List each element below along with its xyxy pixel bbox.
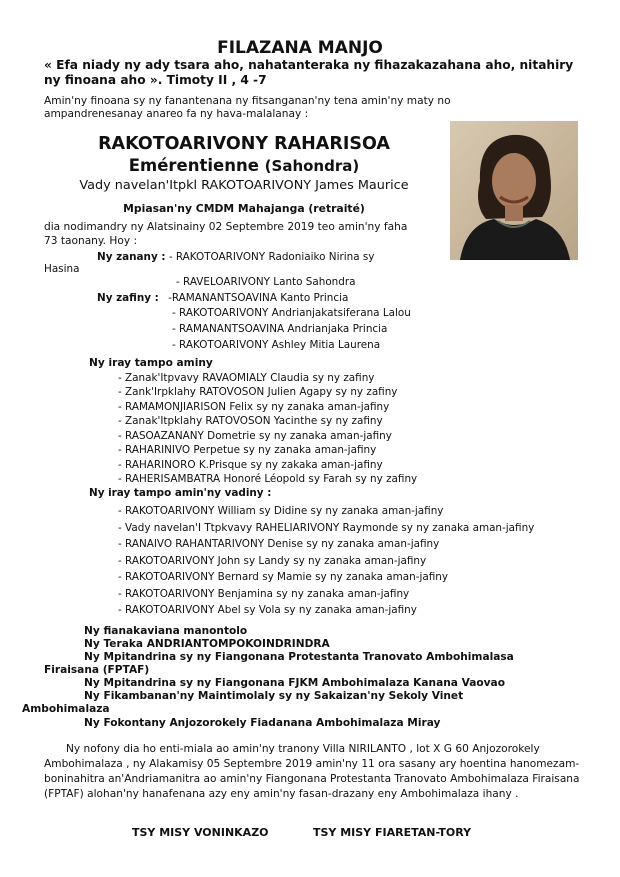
org-line: Ny Teraka ANDRIANTOMPOKOINDRINDRA <box>84 638 330 650</box>
portrait-photo <box>450 121 578 260</box>
org-line: Ambohimalaza <box>22 703 110 715</box>
org-line: Ny Fikambanan'ny Maintimolaly sy ny Sakaizan'ny Sekoly Vinet <box>84 690 464 702</box>
spouse-line: Vady navelan'Itpkl RAKOTOARIVONY James Maurice <box>79 178 409 193</box>
children-first-cont: Hasina <box>44 263 80 275</box>
sibling-item: - RAMAMONJIARISON Felix sy ny zanaka aman-jafiny <box>118 401 390 413</box>
inlaw-item: - Vady navelan'I Ttpkvavy RAHELIARIVONY Raymonde sy ny zanaka aman-jafiny <box>118 522 535 534</box>
death-notice: dia nodimandry ny Alatsinainy 02 Septembre 2019 teo amin'ny faha 73 taonany. Hoy : <box>44 221 408 247</box>
inlaw-item: - RAKOTOARIVONY Abel sy Vola sy ny zanaka aman-jafiny <box>118 604 417 616</box>
sibling-item: - RAHARINORO K.Prisque sy ny zakaka aman-jafiny <box>118 459 383 471</box>
org-line: Ny fianakaviana manontolo <box>84 625 248 637</box>
inlaw-item: - RAKOTOARIVONY William sy Didine sy ny zanaka aman-jafiny <box>118 505 444 517</box>
org-line: Firaisana (FPTAF) <box>44 664 150 676</box>
sibling-item: - Zank'Irpklahy RATOVOSON Julien Agapy sy ny zafiny <box>118 386 398 398</box>
sibling-item: - RASOAZANANY Dometrie sy ny zanaka aman-jafiny <box>118 430 392 442</box>
grandchildren-item: - RAKOTOARIVONY Andrianjakatsiferana Lalou <box>172 307 411 319</box>
intro-text: Amin'ny finoana sy ny fanantenana ny fitsanganan'ny tena amin'ny maty no ampandrenesanay anareo fa ny hava-malalanay : <box>44 95 451 120</box>
sibling-item: - Zanak'Itpklahy RATOVOSON Yacinthe sy ny zafiny <box>118 415 383 427</box>
org-line: Ny Fokontany Anjozorokely Fiadanana Ambohimalaza Miray <box>84 717 441 729</box>
sibling-item: - RAHARINIVO Perpetue sy ny zanaka aman-jafiny <box>118 444 377 456</box>
children-first: - RAKOTOARIVONY Radoniaiko Nirina sy <box>168 251 375 263</box>
grandchildren-label: Ny zafiny : -RAMANANTSOAVINA Kanto Princia <box>97 292 349 304</box>
grandchildren-first: -RAMANANTSOAVINA Kanto Princia <box>168 292 349 304</box>
org-line: Ny Mpitandrina sy ny Fiangonana Protestanta Tranovato Ambohimalasa <box>84 651 514 663</box>
org-line: Ny Mpitandrina sy ny Fiangonana FJKM Ambohimalaza Kanana Vaovao <box>84 677 505 689</box>
sibling-item: - RAHERISAMBATRA Honoré Léopold sy Farah sy ny zafiny <box>118 473 418 485</box>
inlaw-item: - RAKOTOARIVONY Benjamina sy ny zanaka aman-jafiny <box>118 588 410 600</box>
funeral-paragraph: Ny nofony dia ho enti-miala ao amin'ny tranony Villa NIRILANTO , lot X G 60 Anjozorokely Ambohimalaza , ny Alakamisy 05 Septembre 2019 amin'ny 11 ora sasany ary hoentina hanomezam-boninahitra an'Andriamanitra ao amin'ny Fiangonana Protestanta Tranovato Ambohimalaza Firaisana (FPTAF) alohan'ny hanafenana azy eny amin'ny fasan-drazany eny Ambohimalaza ihany . <box>44 743 580 800</box>
deceased-surname: RAKOTOARIVONY RAHARISOA <box>98 134 390 154</box>
inlaw-item: - RANAIVO RAHANTARIVONY Denise sy ny zanaka aman-jafiny <box>118 538 440 550</box>
children-label: Ny zanany : - RAKOTOARIVONY Radoniaiko Nirina sy <box>97 251 375 263</box>
children-item: - RAVELOARIVONY Lanto Sahondra <box>176 276 356 288</box>
nickname: (Sahondra) <box>264 157 360 175</box>
job-line: Mpiasan'ny CMDM Mahajanga (retraité) <box>123 202 365 215</box>
grandchildren-item: - RAKOTOARIVONY Ashley Mitia Laurena <box>172 339 381 351</box>
bible-verse: « Efa niady ny ady tsara aho, nahatanteraka ny fihazakazahana aho, nitahiry ny finoana aho ». Timoty II , 4 -7 <box>44 58 574 87</box>
sibling-item: - Zanak'Itpvavy RAVAOMIALY Claudia sy ny zafiny <box>118 372 375 384</box>
grandchildren-item: - RAMANANTSOAVINA Andrianjaka Princia <box>172 323 388 335</box>
given-name: Emérentienne <box>128 156 259 175</box>
inlaws-label: Ny iray tampo amin'ny vadiny : <box>89 487 272 499</box>
inlaw-item: - RAKOTOARIVONY John sy Landy sy ny zanaka aman-jafiny <box>118 555 427 567</box>
siblings-label: Ny iray tampo aminy <box>89 357 213 369</box>
portrait-image <box>450 121 578 260</box>
footer-no-flowers: TSY MISY VONINKAZO <box>132 826 269 839</box>
inlaw-item: - RAKOTOARIVONY Bernard sy Mamie sy ny zanaka aman-jafiny <box>118 571 449 583</box>
deceased-given-name <box>44 156 444 175</box>
notice-title: FILAZANA MANJO <box>217 38 383 58</box>
footer-no-wake: TSY MISY FIARETAN-TORY <box>313 826 472 839</box>
